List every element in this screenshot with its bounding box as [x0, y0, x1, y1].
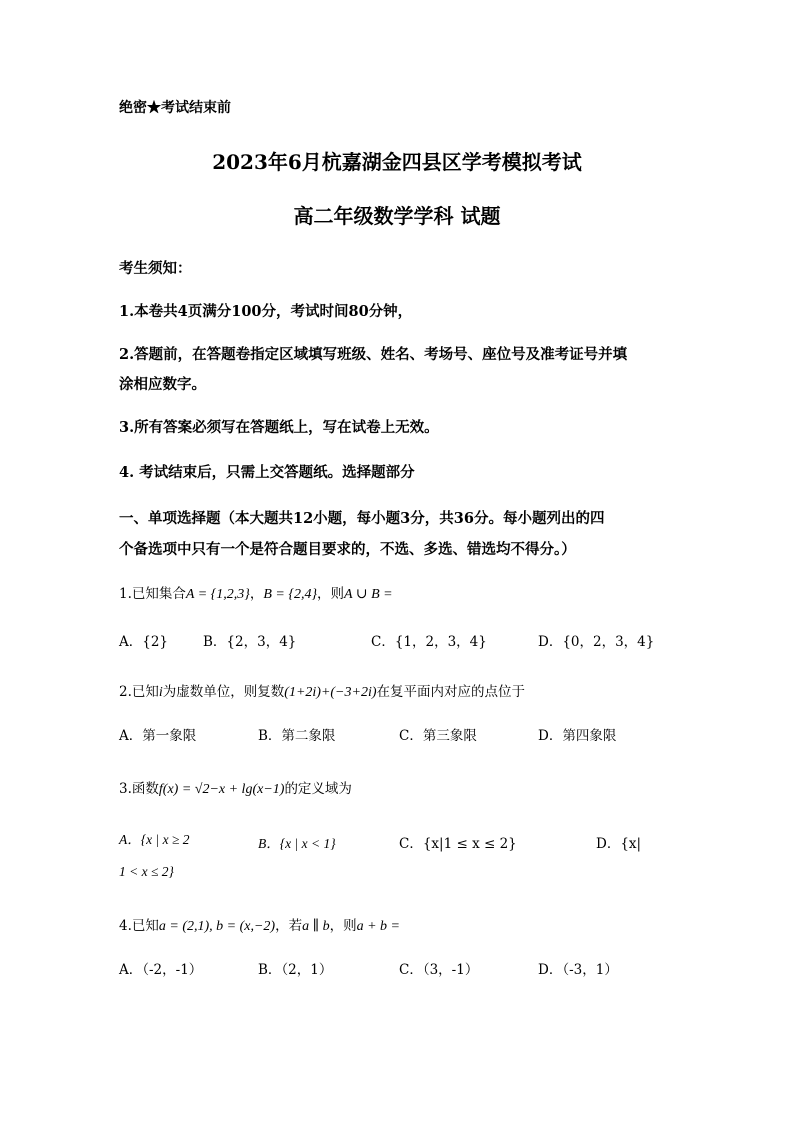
q1-option-d: D．{0，2，3，4}: [538, 634, 655, 650]
notice-item-2-cont: 涂相应数字。: [119, 376, 206, 393]
q4-option-b: B．（2，1）: [258, 962, 333, 978]
question-1: [119, 582, 393, 603]
notice-item-4: 4. 考试结束后，只需上交答题纸。选择题部分: [119, 464, 415, 481]
question-2: [119, 680, 525, 701]
set-a-expr: A = {1,2,3}: [185, 587, 250, 602]
question-1-prefix: 1.已知集合: [119, 586, 186, 602]
function-expr: f(x) = √2−x + lg(x−1): [158, 782, 285, 797]
notice-heading: 考生须知：: [119, 260, 192, 277]
parallel-expr: a ∥ b: [302, 919, 330, 934]
vectors-expr: a = (2,1), b = (x,−2): [158, 919, 276, 934]
q4-option-a: A．（-2，-1）: [119, 962, 203, 978]
exam-subtitle: 高二年级数学学科 试题: [293, 204, 501, 228]
question-3-suffix: 的定义域为: [284, 781, 352, 797]
notice-item-3: 3.所有答案必须写在答题纸上，写在试卷上无效。: [119, 419, 439, 436]
q2-option-d: D．第四象限: [538, 728, 617, 744]
exam-title: 2023年6月杭嘉湖金四县区学考模拟考试: [212, 150, 582, 174]
complex-sum-expr: (1+2i)+(−3+2i): [284, 685, 377, 700]
question-2-suffix: 在复平面内对应的点位于: [376, 684, 525, 700]
question-3: [119, 777, 352, 798]
q3-option-d: D．{x|: [596, 836, 642, 852]
q1-option-c: C．{1，2，3，4}: [371, 634, 487, 650]
question-1-comma: ，: [249, 586, 264, 602]
q2-option-a: A．第一象限: [119, 728, 197, 744]
q4-option-d: D．（-3，1）: [538, 962, 618, 978]
section-heading-cont: 个备选项中只有一个是符合题目要求的，不选、多选、错选均不得分。）: [119, 541, 576, 558]
set-b-expr: B = {2,4}: [263, 587, 318, 602]
question-3-prefix: 3.函数: [119, 781, 159, 797]
question-1-mid: ，则: [317, 586, 345, 602]
q2-option-b: B．第二象限: [258, 728, 336, 744]
q1-option-b: B．{2，3，4}: [203, 634, 297, 650]
question-2-prefix: 2.已知: [119, 684, 159, 700]
q2-option-c: C．第三象限: [399, 728, 477, 744]
notice-item-2: 2.答题前，在答题卷指定区域填写班级、姓名、考场号、座位号及准考证号并填: [119, 346, 628, 363]
imaginary-unit: i: [158, 685, 163, 700]
q3-option-c: C．{x|1 ≤ x ≤ 2}: [399, 836, 517, 852]
q4-option-c: C．（3，-1）: [399, 962, 479, 978]
question-4-mid2: ，则: [329, 918, 357, 934]
union-expr: A ∪ B =: [344, 587, 393, 602]
vector-sum-expr: a + b =: [356, 919, 400, 934]
confidential-label: 绝密★考试结束前: [119, 100, 231, 116]
q3-option-d-cont: 1 < x ≤ 2}: [119, 864, 174, 879]
section-heading: 一、单项选择题（本大题共12小题，每小题3分，共36分。每小题列出的四: [119, 510, 605, 527]
question-4: [119, 914, 400, 935]
question-2-mid: 为虚数单位，则复数: [162, 684, 285, 700]
question-4-prefix: 4.已知: [119, 918, 159, 934]
notice-item-1: 1.本卷共4页满分100分，考试时间80分钟，: [119, 303, 413, 320]
q3-option-b: B．{x | x < 1}: [258, 836, 336, 851]
q3-option-a: A．{x | x ≥ 2: [119, 832, 190, 847]
question-4-mid: ，若: [275, 918, 303, 934]
q1-option-a: A．{2}: [119, 634, 169, 650]
